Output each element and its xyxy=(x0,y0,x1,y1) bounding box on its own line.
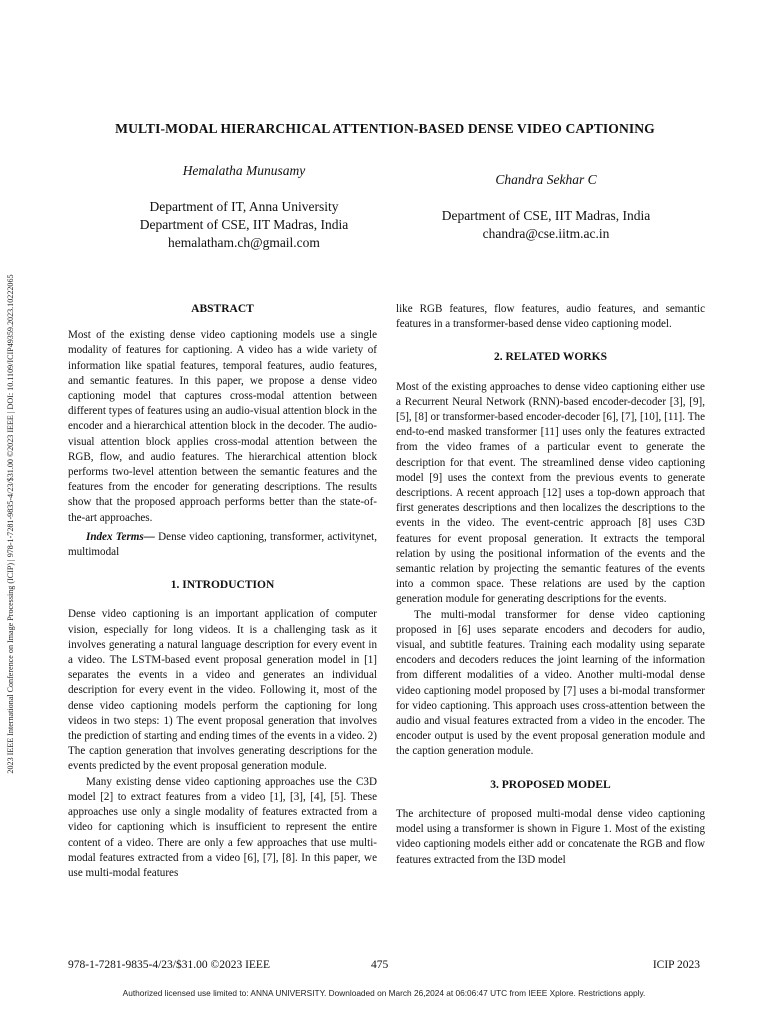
author-block-1 xyxy=(88,162,400,252)
abstract-heading: ABSTRACT xyxy=(191,303,254,315)
author-name: Hemalatha Munusamy xyxy=(182,163,306,178)
author-affiliation: Department of CSE, IIT Madras, India xyxy=(441,208,651,223)
footer-isbn: 978-1-7281-9835-4/23/$31.00 ©2023 IEEE xyxy=(68,959,270,971)
proposed-model-paragraph-1: The architecture of proposed multi-modal dense video captioning model using a transformer is shown in Figure 1. Most of the existing video captioning models either add or concatenate the RGB and flow features extracted from the I3D model xyxy=(396,807,705,866)
author-email: chandra@cse.iitm.ac.in xyxy=(482,226,610,241)
right-column xyxy=(396,302,705,868)
introduction-heading: 1. INTRODUCTION xyxy=(170,579,275,592)
author-affiliation: Department of IT, Anna University xyxy=(149,199,339,214)
paper-title: MULTI-MODAL HIERARCHICAL ATTENTION-BASED DENSE VIDEO CAPTIONING xyxy=(115,121,655,136)
author-email: hemalatham.ch@gmail.com xyxy=(168,235,320,250)
introduction-paragraph-1: Dense video captioning is an important application of computer vision, especially for long videos. It is a challenging task as it involves generating a natural language description for every event in a video. The LSTM-based event proposal generation model in [1] separates the events in a video and generates an individual description for every event in the video. Following it, most of the dense video captioning models perform the captioning for long videos in two steps: 1) The event proposal generation that involves the prediction of starting and ending times of the events in a video. 2) The caption generation that involves generating descriptions for the events predicted by the event proposal generation module. xyxy=(68,608,377,773)
index-terms xyxy=(68,530,377,560)
related-works-paragraph-2: The multi-modal transformer for dense video captioning proposed in [6] uses separate encoders and decoders for audio, visual, and subtitle features. Training each modality using separate encoders and decoders reduces the joint learning of the information from different modalities of a video. Another multi-modal dense video captioning model proposed by [7] uses a bi-modal transformer for video captioning. This approach uses cross-attention between the audio and visual features extracted from a video in the encoder. The encoder output is used by the event proposal generation module and the caption generation module. xyxy=(396,608,705,758)
author-affiliation: Department of CSE, IIT Madras, India xyxy=(139,217,349,232)
footer-venue: ICIP 2023 xyxy=(652,959,700,971)
side-note-strip xyxy=(4,190,18,858)
author-block-2 xyxy=(390,171,702,243)
index-terms-text: Dense video captioning, transformer, activitynet, multimodal xyxy=(68,530,377,559)
side-note: 2023 IEEE International Conference on Image Processing (ICIP) | 978-1-7281-9835-4/23/$31.00 ©2023 IEEE | DOI: 10.1109/ICIP49359.2023.10222065 xyxy=(6,274,15,774)
page-footer xyxy=(68,959,700,975)
license-notice: Authorized licensed use limited to: ANNA UNIVERSITY. Downloaded on March 26,2024 at 06:06:47 UTC from IEEE Xplore. Restrictions apply. xyxy=(122,988,646,998)
proposed-model-heading: 3. PROPOSED MODEL xyxy=(490,778,611,791)
index-terms-label: Index Terms— xyxy=(86,530,155,543)
related-works-heading: 2. RELATED WORKS xyxy=(493,351,607,364)
left-column xyxy=(68,302,377,881)
page-number: 475 xyxy=(371,959,389,971)
introduction-paragraph-2: Many existing dense video captioning approaches use the C3D model [2] to extract features from a video [1], [3], [4], [5]. These approaches use only a single modality of features extracted from a video for captioning which is insufficient to represent the entire content of a video. There are only a few approaches that use multi-modal features extracted from a video [6], [7], [8]. In this paper, we use multi-modal features xyxy=(68,775,377,879)
continuation-paragraph: like RGB features, flow features, audio features, and semantic features in a transformer-based dense video captioning model. xyxy=(396,303,705,331)
abstract-text: Most of the existing dense video captioning models use a single modality of features for captioning. A video has a wide variety of information like spatial features, temporal features, audio features, and semantic features. In this paper, we propose a dense video captioning model that captures cross-modal attention between different types of features using an audio-visual attention block in the encoder and a hierarchical attention block in the decoder. The audio-visual attention block applies cross-modal attention between the RGB, flow, and audio features. The hierarchical attention block performs two-level attention between the semantic features and the features from the encoder for generating descriptions. The results show that the proposed approach performs better than the state-of-the-art approaches. xyxy=(68,329,377,524)
author-name: Chandra Sekhar C xyxy=(495,172,597,187)
related-works-paragraph-1: Most of the existing approaches to dense video captioning either use a Recurrent Neural Network (RNN)-based encoder-decoder [3], [9], [5], [8] or transformer-based encoder-decoder [6], [7], [10], [11]. The end-to-end masked transformer [11] uses only the features extracted from the video frames of a particular event to generate the description for that event. The streamlined dense video captioning model [9] uses the context from the previous events to generate descriptions. A recent approach [12] uses a top-down approach that first generates descriptions and then localizes the descriptions to the events in the video. The event-centric approach [8] uses C3D features for event proposal generation. It extracts the temporal relation by using the positional information of the events and the semantic relation by projecting the semantic features of the events into a common space. These relations are used by the caption generation module for generating descriptions for the events. xyxy=(396,380,705,606)
